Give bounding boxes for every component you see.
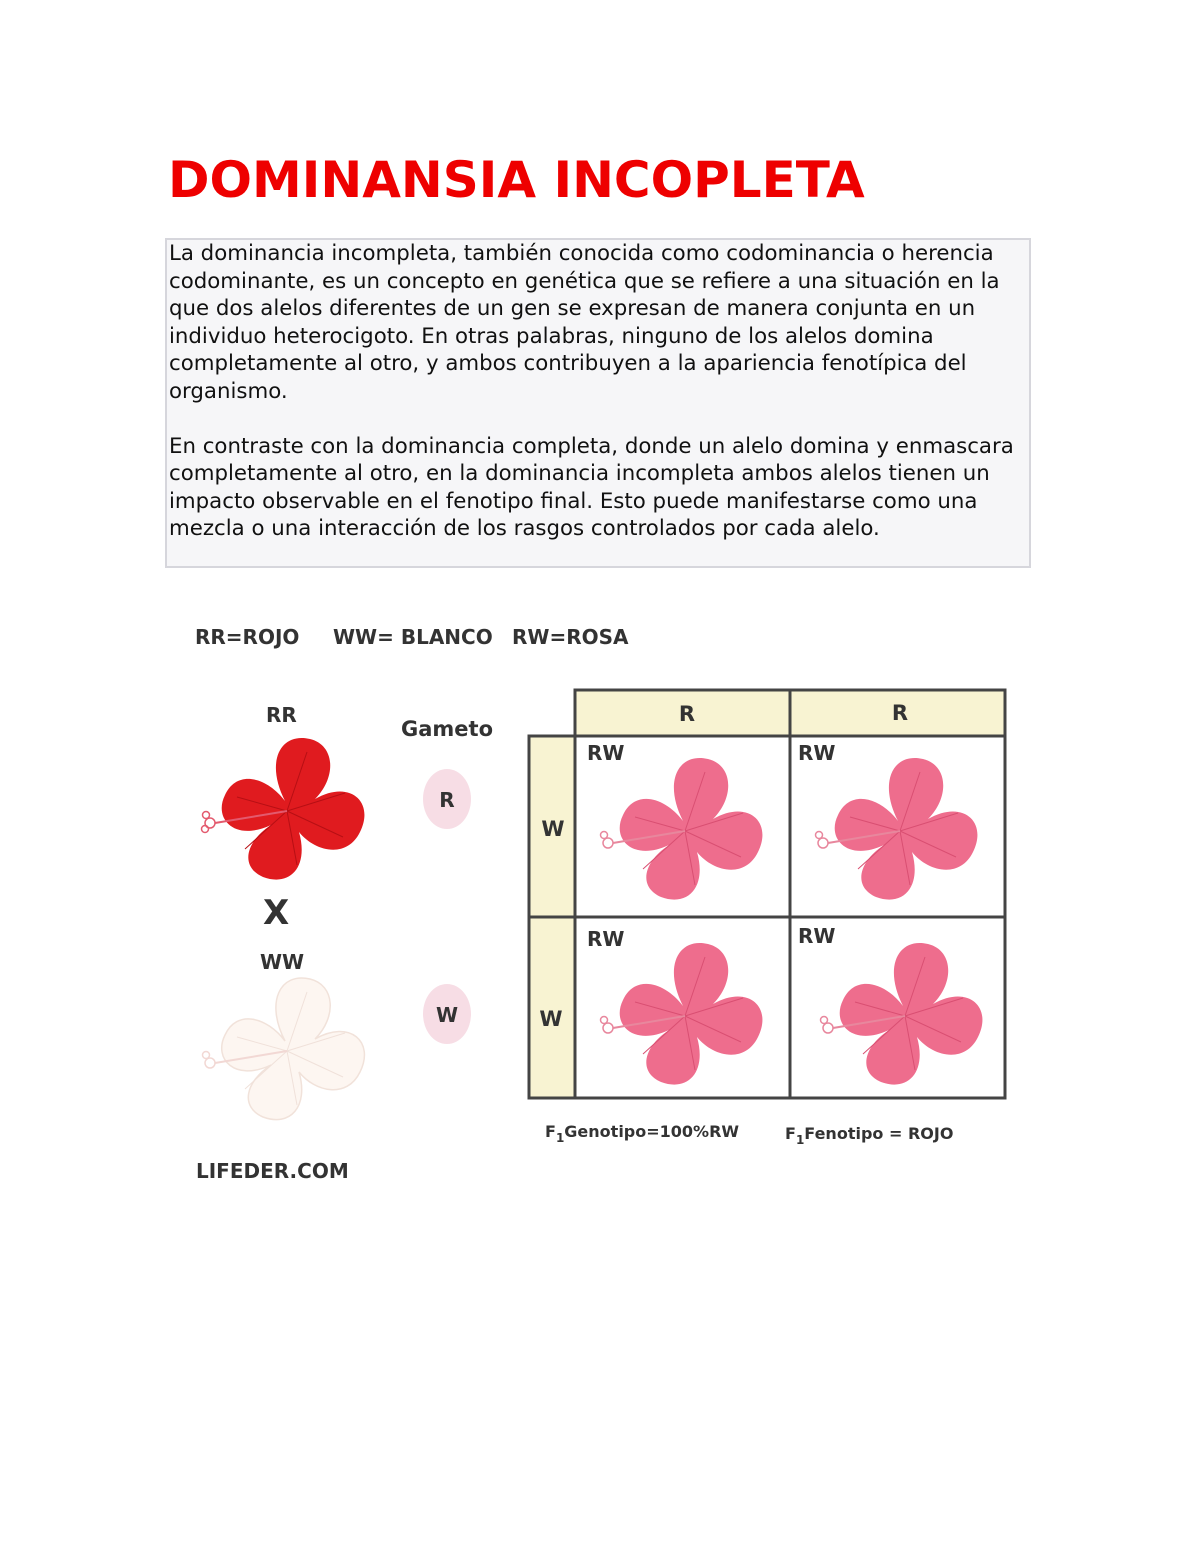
parent-ww-label: WW (260, 950, 305, 974)
white-hibiscus-icon (203, 978, 365, 1120)
gamete-label: Gameto (401, 717, 493, 741)
row-header-1: W (541, 817, 565, 841)
cell-3-label: RW (587, 927, 625, 951)
cell-4-label: RW (798, 924, 836, 948)
legend-rr: RR=ROJO (195, 625, 300, 649)
punnett-figure (180, 612, 1030, 1192)
legend-rw: RW=ROSA (512, 625, 629, 649)
parent-rr-label: RR (266, 703, 297, 727)
column-header-2: R (891, 701, 909, 725)
gamete-r: R (439, 788, 455, 812)
page-title: DOMINANSIA INCOPLETA (168, 151, 865, 209)
gamete-w: W (435, 1003, 459, 1027)
paragraph-contrast: En contraste con la dominancia completa, donde un alelo domina y enmascara completamente al otro, en la dominancia incompleta ambos alelos tienen un impacto observable en el fenotipo final. Esto puede manifestarse como una mezcla o una interacción de los rasgos controlados por cada alelo. (169, 433, 1014, 541)
paragraph-definition: La dominancia incompleta, también conocida como codominancia o herencia codominante, es un concepto en genética que se refiere a una situación en la que dos alelos diferentes de un gen se expresan de manera conjunta en un individuo heterocigoto. En otras palabras, ninguno de los alelos domina completamente al otro, y ambos contribuyen a la apariencia fenotípica del organismo. (169, 241, 1000, 404)
cell-1-label: RW (587, 741, 625, 765)
source-credit: LIFEDER.COM (196, 1159, 349, 1183)
row-header-2: W (539, 1007, 563, 1031)
cell-2-label: RW (798, 741, 836, 765)
column-header-1: R (678, 702, 696, 726)
f1-phenotype: $F_1Fenotipo$ = ROJO (785, 1124, 954, 1147)
f1-genotype: $F_1Genotipo=100\%RW$ (545, 1122, 740, 1145)
cross-symbol: X (263, 893, 290, 933)
red-hibiscus-icon (202, 738, 365, 880)
definition-text-box (165, 238, 1031, 568)
legend-ww: WW= BLANCO (333, 625, 493, 649)
